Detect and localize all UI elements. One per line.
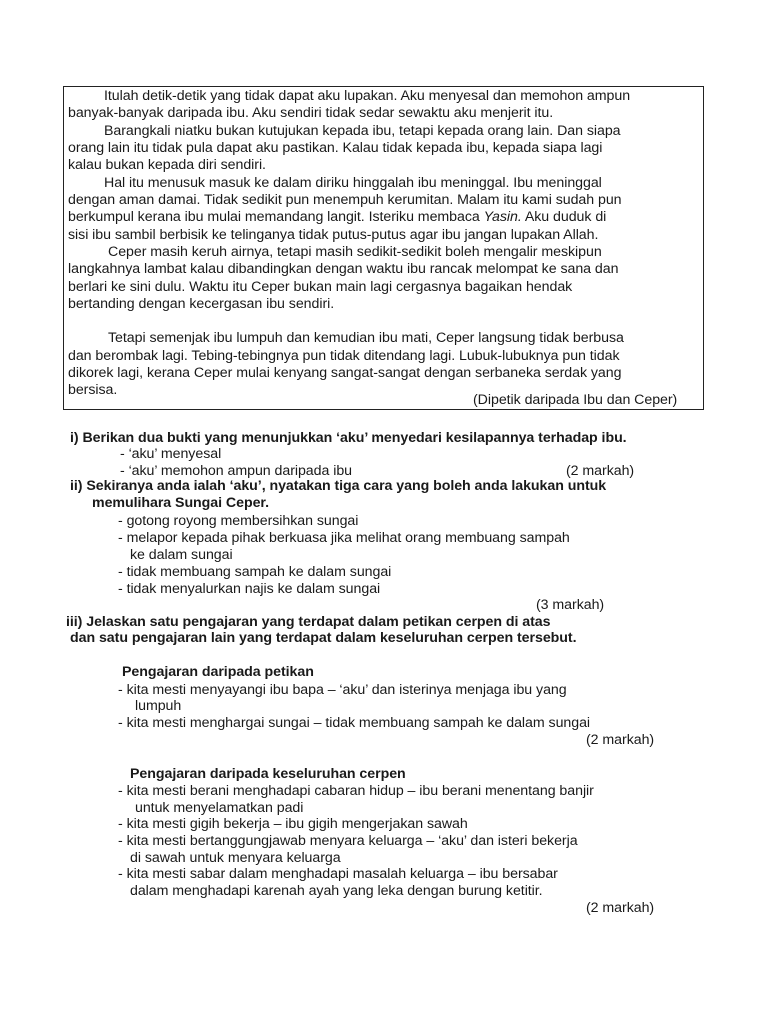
passage-line: sisi ibu sambil berbisik ke telinganya tidak putus-putus agar ibu jangan lupakan Allah. bbox=[68, 227, 599, 243]
passage-line: Barangkali niatku bukan kutujukan kepada ibu, tetapi kepada orang lain. Dan siapa bbox=[104, 123, 621, 139]
answer-item: - melapor kepada pihak berkuasa jika melihat orang membuang sampah bbox=[118, 530, 570, 546]
answer-item: - kita mesti gigih bekerja – ibu gigih mengerjakan sawah bbox=[118, 816, 468, 832]
passage-line: langkahnya lambat kalau dibandingkan dengan waktu ibu rancak melompat ke sana dan bbox=[68, 261, 619, 277]
question-2-cont: memulihara Sungai Ceper. bbox=[92, 495, 269, 511]
answer-item: - kita mesti menyayangi ibu bapa – ‘aku’ dan isterinya menjaga ibu yang bbox=[118, 682, 567, 698]
marks-label: (2 markah) bbox=[586, 732, 655, 748]
passage-line: dan berombak lagi. Tebing-tebingnya pun tidak ditendang lagi. Lubuk-lubuknya pun tidak bbox=[68, 348, 620, 364]
passage-italic-title: Yasin. bbox=[483, 209, 522, 225]
answer-item: - kita mesti bertanggungjawab menyara keluarga – ‘aku’ dan isteri bekerja bbox=[118, 833, 578, 849]
question-3-cont: dan satu pengajaran lain yang terdapat dalam keseluruhan cerpen tersebut. bbox=[70, 630, 577, 646]
answer-item: - kita mesti berani menghadapi cabaran hidup – ibu berani menentang banjir bbox=[118, 783, 594, 799]
answer-item: ke dalam sungai bbox=[130, 547, 233, 563]
passage-line: orang lain itu tidak pula dapat aku pastikan. Kalau tidak kepada ibu, kepada siapa lagi bbox=[68, 140, 603, 156]
answer-item: lumpuh bbox=[135, 698, 182, 714]
answer-item: - kita mesti sabar dalam menghadapi masalah keluarga – ibu bersabar bbox=[118, 866, 558, 882]
passage-line bbox=[68, 209, 606, 226]
passage-source: (Dipetik daripada Ibu dan Ceper) bbox=[473, 392, 678, 408]
passage-line: Itulah detik-detik yang tidak dapat aku lupakan. Aku menyesal dan memohon ampun bbox=[104, 88, 631, 104]
question-2: ii) Sekiranya anda ialah ‘aku’, nyatakan tiga cara yang boleh anda lakukan untuk bbox=[70, 478, 607, 494]
marks-label: (3 markah) bbox=[536, 597, 605, 613]
marks-label: (2 markah) bbox=[586, 900, 655, 916]
passage-line: kalau bukan kepada diri sendiri. bbox=[68, 157, 266, 173]
section-heading: Pengajaran daripada petikan bbox=[122, 664, 314, 680]
answer-item: - ‘aku’ menyesal bbox=[120, 446, 222, 462]
passage-line: Ceper masih keruh airnya, tetapi masih sedikit-sedikit boleh mengalir meskipun bbox=[108, 244, 602, 260]
answer-item: dalam menghadapi karenah ayah yang leka dengan burung ketitir. bbox=[130, 883, 543, 899]
passage-line: Tetapi semenjak ibu lumpuh dan kemudian ibu mati, Ceper langsung tidak berbusa bbox=[108, 330, 624, 346]
answer-item: di sawah untuk menyara keluarga bbox=[130, 850, 341, 866]
passage-line: dengan aman damai. Tidak sedikit pun menempuh kerumitan. Malam itu kami sudah pun bbox=[68, 192, 622, 208]
passage-line: bersisa. bbox=[68, 382, 118, 398]
passage-line: banyak-banyak daripada ibu. Aku sendiri tidak sedar sewaktu aku menjerit itu. bbox=[68, 105, 554, 121]
passage-line: bertanding dengan kecergasan ibu sendiri. bbox=[68, 296, 335, 312]
answer-item: untuk menyelamatkan padi bbox=[135, 800, 304, 816]
section-heading: Pengajaran daripada keseluruhan cerpen bbox=[130, 766, 406, 782]
answer-item: - tidak membuang sampah ke dalam sungai bbox=[118, 564, 392, 580]
passage-line: Hal itu menusuk masuk ke dalam diriku hinggalah ibu meninggal. Ibu meninggal bbox=[104, 175, 602, 191]
answer-item: - tidak menyalurkan najis ke dalam sungai bbox=[118, 581, 381, 597]
passage-line-text: berkumpul kerana ibu mulai memandang langit. Isteriku membaca bbox=[68, 209, 484, 225]
answer-item: - ‘aku’ memohon ampun daripada ibu bbox=[120, 463, 353, 479]
answer-item: - gotong royong membersihkan sungai bbox=[118, 513, 359, 529]
marks-label: (2 markah) bbox=[566, 463, 635, 479]
question-3: iii) Jelaskan satu pengajaran yang terdapat dalam petikan cerpen di atas bbox=[66, 614, 551, 630]
passage-line: berlari ke sini dulu. Waktu itu Ceper bukan main lagi cergasnya bagaikan hendak bbox=[68, 279, 573, 295]
answer-item: - kita mesti menghargai sungai – tidak membuang sampah ke dalam sungai bbox=[118, 715, 591, 731]
passage-line: dikorek lagi, kerana Ceper mulai kenyang sangat-sangat dengan serbaneka serdak yang bbox=[68, 365, 622, 381]
passage-line-text: Aku duduk di bbox=[521, 209, 607, 225]
question-1: i) Berikan dua bukti yang menunjukkan ‘aku’ menyedari kesilapannya terhadap ibu. bbox=[70, 430, 627, 446]
